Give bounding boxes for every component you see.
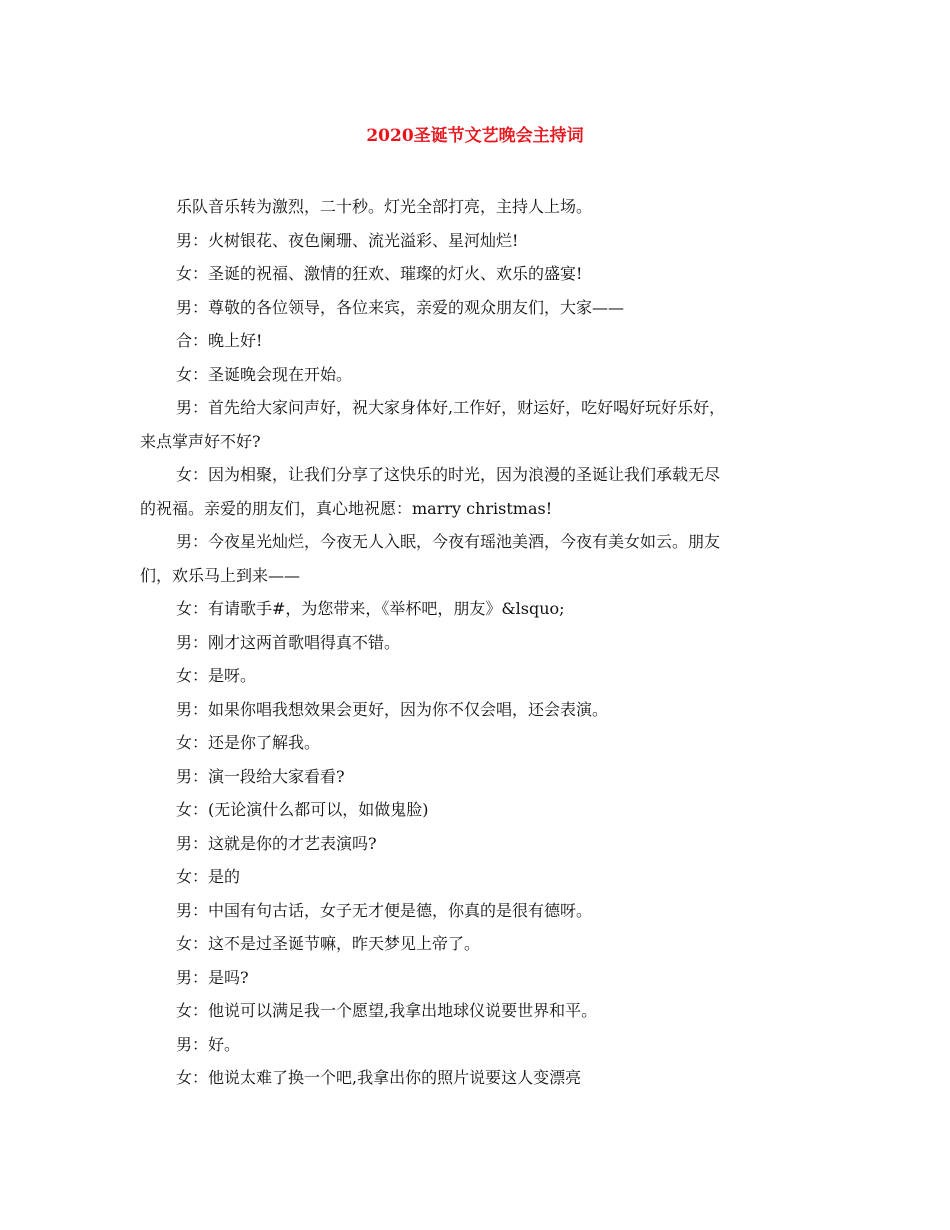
paragraph-line: 女：这不是过圣诞节嘛，昨天梦见上帝了。 (176, 934, 481, 953)
paragraph (140, 793, 825, 827)
paragraph-line: 女：他说太难了换一个吧,我拿出你的照片说要这人变漂亮 (176, 1068, 582, 1087)
paragraph-line: 男：今夜星光灿烂，今夜无人入眠，今夜有瑶池美酒，今夜有美女如云。朋友 (176, 532, 721, 551)
paragraph (140, 994, 825, 1028)
paragraph (140, 391, 825, 458)
paragraph-line: 乐队音乐转为激烈，二十秒。灯光全部打亮，主持人上场。 (176, 197, 593, 216)
paragraph-line: 男：火树银花、夜色阑珊、流光溢彩、星河灿烂! (176, 230, 519, 250)
paragraph-line: 女：因为相聚，让我们分享了这快乐的时光，因为浪漫的圣诞让我们承载无尽 (176, 465, 721, 484)
paragraph-line: 男：刚才这两首歌唱得真不错。 (176, 632, 401, 652)
paragraph (140, 726, 825, 760)
paragraph-line: 男：是吗? (176, 967, 249, 987)
paragraph-line: 女：是呀。 (176, 666, 257, 685)
paragraph (140, 257, 825, 291)
paragraph (140, 1028, 825, 1062)
paragraph (140, 894, 825, 928)
paragraph (140, 927, 825, 961)
paragraph-line: 男：尊敬的各位领导，各位来宾，亲爱的观众朋友们，大家—— (176, 297, 625, 317)
paragraph (140, 525, 825, 592)
paragraph (140, 1061, 825, 1095)
paragraph-line: 男：演一段给大家看看? (176, 766, 345, 786)
paragraph-line: 女：还是你了解我。 (176, 733, 321, 752)
paragraph-continuation-line: 的祝福。亲爱的朋友们，真心地祝愿：marry christmas! (140, 498, 553, 518)
paragraph-continuation-line: 来点掌声好不好? (140, 431, 261, 451)
paragraph-line: 男：如果你唱我想效果会更好，因为你不仅会唱，还会表演。 (176, 699, 609, 719)
paragraph (140, 961, 825, 995)
paragraph (140, 693, 825, 727)
paragraph-line: 男：中国有句古话，女子无才便是德，你真的是很有德呀。 (176, 900, 593, 920)
document-body (140, 190, 825, 1095)
paragraph-line: 女：(无论演什么都可以，如做鬼脸) (176, 800, 429, 819)
paragraph (140, 760, 825, 794)
paragraph-line: 男：好。 (176, 1034, 241, 1054)
paragraph (140, 827, 825, 861)
paragraph (140, 190, 825, 224)
paragraph (140, 458, 825, 525)
paragraph-line: 合：晚上好! (176, 331, 263, 350)
paragraph (140, 659, 825, 693)
paragraph-line: 女：有请歌手#，为您带来，《举杯吧，朋友》&lsquo; (176, 599, 565, 618)
paragraph-line: 男：这就是你的才艺表演吗? (176, 833, 377, 853)
paragraph (140, 592, 825, 626)
paragraph-line: 女：是的 (176, 867, 241, 886)
paragraph (140, 291, 825, 325)
paragraph (140, 324, 825, 358)
paragraph-line: 女：圣诞的祝福、激情的狂欢、璀璨的灯火、欢乐的盛宴! (176, 264, 583, 283)
paragraph (140, 358, 825, 392)
document-title: 2020圣诞节文艺晚会主持词 (366, 126, 584, 146)
paragraph (140, 626, 825, 660)
paragraph (140, 224, 825, 258)
paragraph (140, 860, 825, 894)
paragraph-continuation-line: 们，欢乐马上到来—— (140, 565, 301, 585)
paragraph-line: 女：他说可以满足我一个愿望,我拿出地球仪说要世界和平。 (176, 1001, 598, 1020)
paragraph-line: 男：首先给大家问声好，祝大家身体好,工作好，财运好，吃好喝好玩好乐好， (176, 398, 726, 417)
paragraph-line: 女：圣诞晚会现在开始。 (176, 364, 353, 384)
